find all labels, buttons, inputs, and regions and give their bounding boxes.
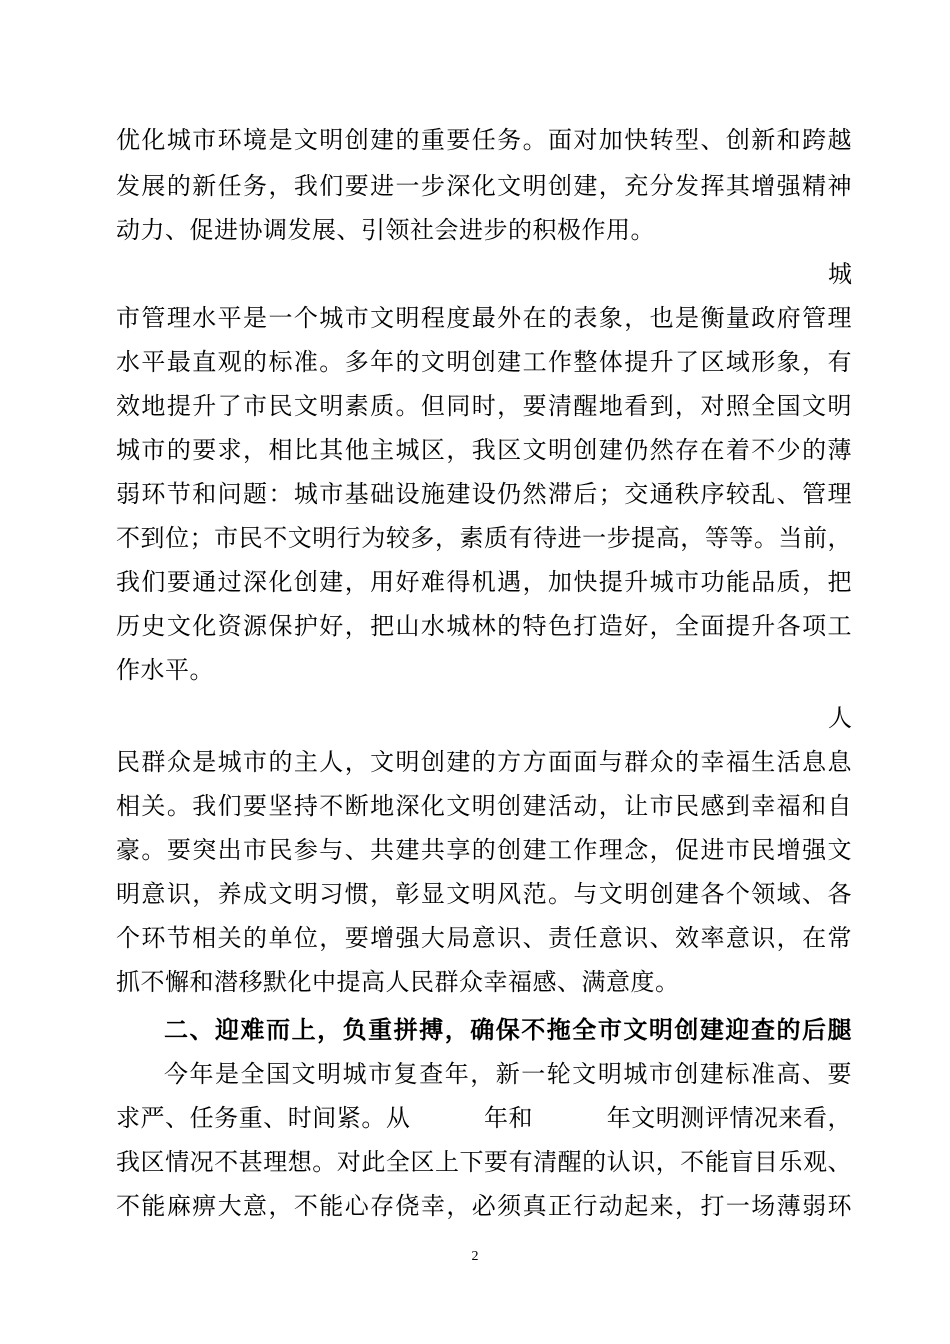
- section-heading-2: 二、迎难而上，负重拼搏，确保不拖全市文明创建迎查的后腿: [164, 1016, 852, 1044]
- paragraph-1-line-2: 发展的新任务，我们要进一步深化文明创建，充分发挥其增强精神: [116, 172, 852, 200]
- paragraph-2-line-7: 我们要通过深化创建，用好难得机遇，加快提升城市功能品质，把: [116, 568, 852, 596]
- page-number: 2: [471, 1249, 479, 1264]
- paragraph-2-line-4: 城市的要求，相比其他主城区，我区文明创建仍然存在着不少的薄: [116, 436, 852, 464]
- paragraph-2-line-3: 效地提升了市民文明素质。但同时，要清醒地看到，对照全国文明: [116, 392, 852, 420]
- paragraph-3-line-1: 民群众是城市的主人，文明创建的方方面面与群众的幸福生活息息: [116, 748, 852, 776]
- paragraph-4-line-3: 我区情况不甚理想。对此全区上下要有清醒的认识，不能盲目乐观、: [116, 1148, 852, 1176]
- paragraph-2-lead-end: 城: [828, 260, 852, 288]
- paragraph-2-line-9: 作水平。: [116, 656, 214, 684]
- paragraph-4-line-1: 今年是全国文明城市复查年，新一轮文明城市创建标准高、要: [164, 1060, 852, 1088]
- paragraph-2-line-5: 弱环节和问题：城市基础设施建设仍然滞后；交通秩序较乱、管理: [116, 480, 852, 508]
- paragraph-2-line-2: 水平最直观的标准。多年的文明创建工作整体提升了区域形象，有: [116, 348, 852, 376]
- paragraph-3-garbled-lead: [164, 698, 804, 738]
- paragraph-4-line-2: 求严、任务重、时间紧。从 年和 年文明测评情况来看，: [116, 1104, 852, 1132]
- paragraph-4-line-4: 不能麻痹大意，不能心存侥幸，必须真正行动起来，打一场薄弱环: [116, 1192, 852, 1220]
- paragraph-2-line-8: 历史文化资源保护好，把山水城林的特色打造好，全面提升各项工: [116, 612, 852, 640]
- paragraph-2-line-6: 不到位；市民不文明行为较多，素质有待进一步提高，等等。当前，: [116, 524, 852, 552]
- paragraph-1-line-3: 动力、促进协调发展、引领社会进步的积极作用。: [116, 216, 655, 244]
- paragraph-3-line-2: 相关。我们要坚持不断地深化文明创建活动，让市民感到幸福和自: [116, 792, 852, 820]
- paragraph-3-line-5: 个环节相关的单位，要增强大局意识、责任意识、效率意识，在常: [116, 924, 852, 952]
- paragraph-3-line-6: 抓不懈和潜移默化中提高人民群众幸福感、满意度。: [116, 968, 680, 996]
- paragraph-2-line-1: 市管理水平是一个城市文明程度最外在的表象，也是衡量政府管理: [116, 304, 852, 332]
- paragraph-3-line-3: 豪。要突出市民参与、共建共享的创建工作理念，促进市民增强文: [116, 836, 852, 864]
- paragraph-3-line-4: 明意识，养成文明习惯，彰显文明风范。与文明创建各个领域、各: [116, 880, 852, 908]
- paragraph-3-lead-end: 人: [828, 704, 852, 732]
- paragraph-2-garbled-lead: [164, 254, 784, 294]
- paragraph-1-line-1: 优化城市环境是文明创建的重要任务。面对加快转型、创新和跨越: [116, 126, 852, 154]
